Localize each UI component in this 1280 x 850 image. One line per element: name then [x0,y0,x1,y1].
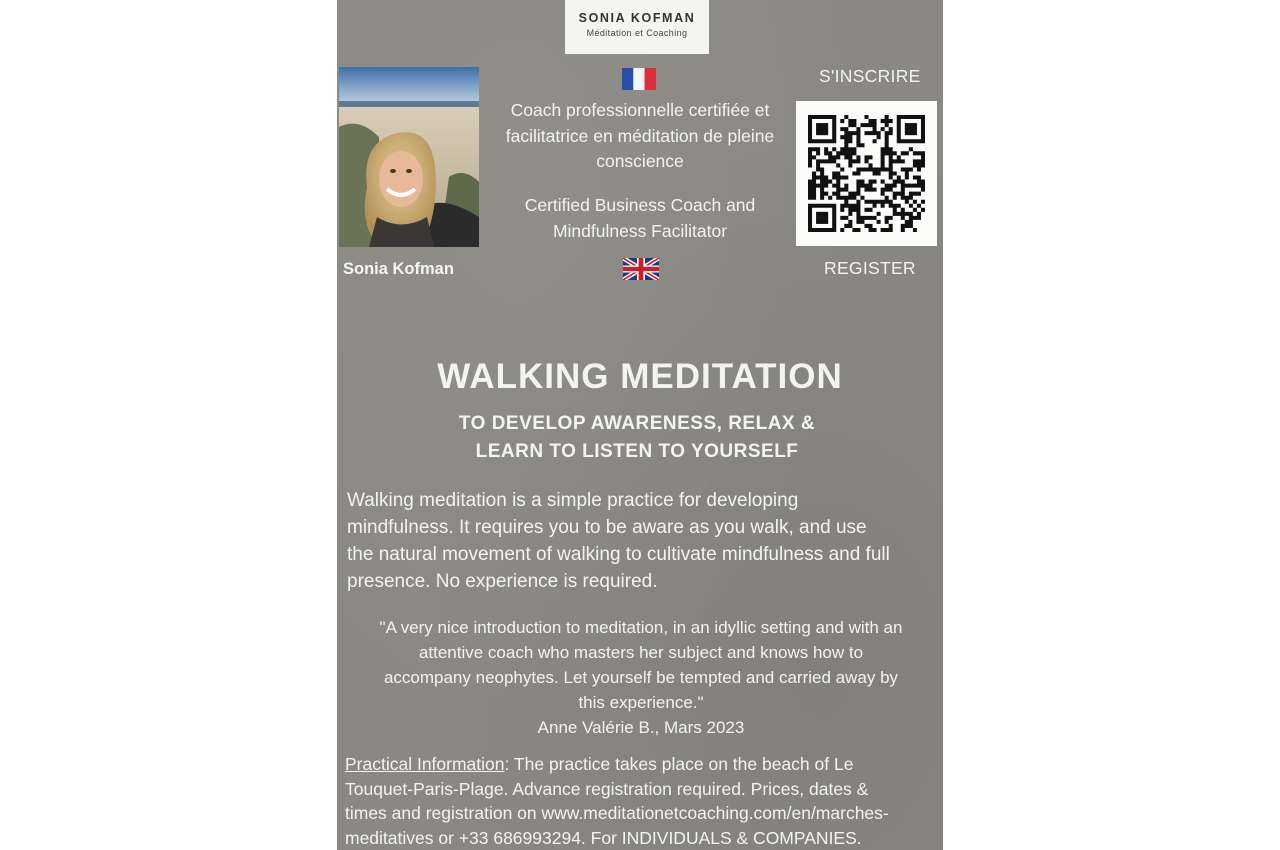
fr-line-1: Coach professionnelle certifiée et [510,100,770,120]
logo-name: SONIA KOFMAN [578,11,696,25]
description-line-3: the natural movement of walking to cultivate mindfulness and full [347,544,890,565]
testimonial-author: Anne Valérie B., Mars 2023 [537,718,745,737]
main-title: WALKING MEDITATION [437,357,843,396]
english-credentials [482,193,798,244]
register-label-fr: S'INSCRIRE [819,66,921,86]
french-credentials [482,98,798,175]
testimonial-line-2: attentive coach who masters her subject and knows how to [418,643,864,662]
qr-code[interactable] [796,101,937,246]
fr-line-3: conscience [596,151,684,171]
flag-fr-icon [622,68,656,90]
en-line-1: Certified Business Coach and [524,195,756,215]
logo-tagline: Méditation et Coaching [586,28,688,38]
practical-info [345,752,943,850]
qr-code-icon [808,115,925,232]
testimonial-line-1: "A very nice introduction to meditation, in an idyllic setting and with an [379,618,903,637]
subtitle-line-2: LEARN TO LISTEN TO YOURSELF [475,441,799,462]
en-line-2: Mindfulness Facilitator [552,220,728,241]
flyer-card [337,0,943,850]
subtitle-line-1: TO DEVELOP AWARENESS, RELAX & [458,413,816,434]
info-line-2: Touquet-Paris-Plage. Advance registration required. Prices, dates & [345,778,869,799]
flag-uk-icon [623,258,659,280]
description-line-1: Walking meditation is a simple practice for developing [347,490,799,511]
profile-photo [339,67,479,247]
info-line-4: meditatives or +33 686993294. For INDIVIDUALS & COMPANIES. [345,827,862,848]
description-line-4: presence. No experience is required. [347,571,658,592]
brand-logo [565,0,709,54]
testimonial [342,615,940,740]
description [347,487,943,595]
register-label-en: REGISTER [824,258,916,278]
subtitle [377,410,897,466]
info-label: Practical Information [345,754,505,774]
testimonial-line-4: this experience." [578,693,704,712]
testimonial-line-3: accompany neophytes. Let yourself be tempted and carried away by [383,668,899,687]
info-line-1-text: : The practice takes place on the beach of Le [504,754,854,774]
profile-caption: Sonia Kofman [343,260,454,278]
info-line-3: times and registration on www.meditationetcoaching.com/en/marches- [345,803,889,823]
description-line-2: mindfulness. It requires you to be aware as you walk, and use [347,517,867,538]
info-line-1 [345,752,943,777]
fr-line-2: facilitatrice en méditation de pleine [505,125,775,146]
